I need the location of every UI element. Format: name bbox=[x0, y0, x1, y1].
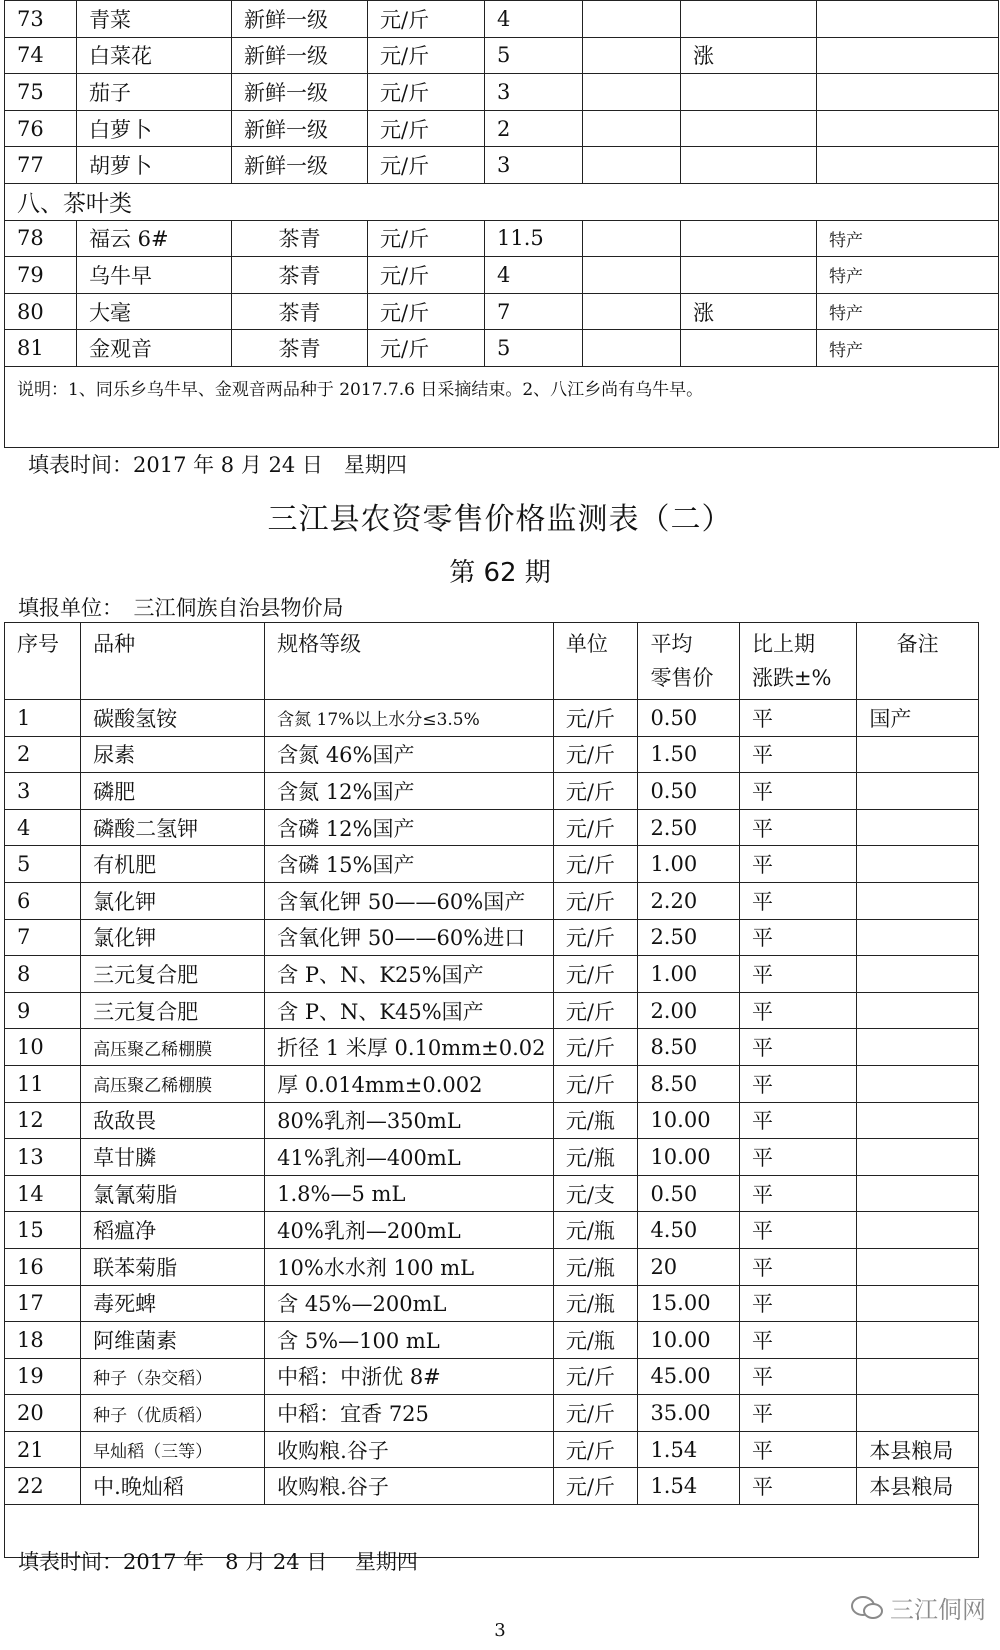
cell-price: 8.50 bbox=[638, 1029, 740, 1066]
table-row bbox=[5, 330, 999, 367]
cell-price: 2.00 bbox=[638, 992, 740, 1029]
cell-name: 三元复合肥 bbox=[81, 956, 265, 993]
cell-name: 大毫 bbox=[77, 293, 232, 330]
remark-row bbox=[5, 366, 999, 447]
category-row bbox=[5, 183, 999, 220]
header-avg-price bbox=[638, 623, 740, 700]
cell-no: 20 bbox=[5, 1395, 81, 1432]
cell-change: 平 bbox=[739, 1212, 856, 1249]
table-row bbox=[5, 1431, 979, 1468]
cell-name: 尿素 bbox=[81, 736, 265, 773]
cell-unit: 元/斤 bbox=[553, 1395, 638, 1432]
cell-name: 茄子 bbox=[77, 74, 232, 111]
cell-change: 平 bbox=[739, 1322, 856, 1359]
table-row bbox=[5, 700, 979, 737]
cell-no: 5 bbox=[5, 846, 81, 883]
vegetable-tea-price-table bbox=[4, 0, 999, 448]
cell-change: 平 bbox=[739, 1285, 856, 1322]
cell-change: 平 bbox=[739, 1395, 856, 1432]
cell-price: 0.50 bbox=[638, 773, 740, 810]
cell-unit: 元/斤 bbox=[368, 257, 485, 294]
cell-no: 22 bbox=[5, 1468, 81, 1505]
watermark-text: 三江侗网 bbox=[890, 1596, 986, 1624]
cell-note bbox=[857, 1248, 979, 1285]
cell-no: 75 bbox=[5, 74, 77, 111]
cell-note bbox=[857, 1212, 979, 1249]
cell-no: 79 bbox=[5, 257, 77, 294]
table-row bbox=[5, 1322, 979, 1359]
cell-spec: 含 45%—200mL bbox=[265, 1285, 554, 1322]
cell-no: 13 bbox=[5, 1139, 81, 1176]
cell-spec: 40%乳剂—200mL bbox=[265, 1212, 554, 1249]
page-title: 三江县农资零售价格监测表（二） bbox=[267, 502, 733, 537]
cell-no: 3 bbox=[5, 773, 81, 810]
cell-name: 福云 6# bbox=[77, 220, 232, 257]
table-row bbox=[5, 1065, 979, 1102]
cell-change: 平 bbox=[739, 1102, 856, 1139]
cell-no: 14 bbox=[5, 1175, 81, 1212]
table-row bbox=[5, 147, 999, 184]
table-row bbox=[5, 1175, 979, 1212]
cell-unit: 元/斤 bbox=[368, 330, 485, 367]
cell-unit: 元/斤 bbox=[553, 809, 638, 846]
cell-price: 45.00 bbox=[638, 1358, 740, 1395]
cell-change: 平 bbox=[739, 773, 856, 810]
cell-name: 青菜 bbox=[77, 1, 232, 38]
header-no: 序号 bbox=[5, 623, 81, 700]
table-row bbox=[5, 1, 999, 38]
cell-unit: 元/斤 bbox=[553, 956, 638, 993]
cell-change: 涨 bbox=[681, 293, 817, 330]
cell-name: 毒死蜱 bbox=[81, 1285, 265, 1322]
cell-price: 5 bbox=[485, 37, 583, 74]
table-row bbox=[5, 1285, 979, 1322]
cell-no: 17 bbox=[5, 1285, 81, 1322]
cell-unit: 元/斤 bbox=[368, 220, 485, 257]
cell-empty bbox=[583, 110, 681, 147]
cell-note: 特产 bbox=[817, 330, 999, 367]
cell-unit: 元/瓶 bbox=[553, 1139, 638, 1176]
cell-name: 白萝卜 bbox=[77, 110, 232, 147]
cell-note: 本县粮局 bbox=[857, 1468, 979, 1505]
cell-name: 碳酸氢铵 bbox=[81, 700, 265, 737]
cell-grade: 茶青 bbox=[232, 293, 368, 330]
header-spec: 规格等级 bbox=[265, 623, 554, 700]
report-unit: 填报单位： 三江侗族自治县物价局 bbox=[18, 596, 344, 620]
table-row bbox=[5, 1029, 979, 1066]
cell-change bbox=[681, 147, 817, 184]
cell-empty bbox=[583, 257, 681, 294]
cell-no: 81 bbox=[5, 330, 77, 367]
cell-no: 21 bbox=[5, 1431, 81, 1468]
cell-change bbox=[681, 110, 817, 147]
cell-no: 78 bbox=[5, 220, 77, 257]
header-note: 备注 bbox=[857, 623, 979, 700]
cell-price: 8.50 bbox=[638, 1065, 740, 1102]
cell-no: 4 bbox=[5, 809, 81, 846]
cell-change bbox=[681, 1, 817, 38]
cell-spec: 含氧化钾 50——60%国产 bbox=[265, 882, 554, 919]
cell-change: 平 bbox=[739, 809, 856, 846]
cell-name: 早灿稻（三等） bbox=[81, 1431, 265, 1468]
cell-note bbox=[857, 809, 979, 846]
cell-spec: 含氧化钾 50——60%进口 bbox=[265, 919, 554, 956]
table-row bbox=[5, 1468, 979, 1505]
cell-spec: 含氮 17%以上水分≤3.5% bbox=[265, 700, 554, 737]
cell-change: 平 bbox=[739, 846, 856, 883]
cell-grade: 新鲜一级 bbox=[232, 110, 368, 147]
table-row bbox=[5, 919, 979, 956]
cell-note bbox=[817, 1, 999, 38]
issue-number: 第 62 期 bbox=[449, 558, 551, 588]
cell-spec: 含氮 12%国产 bbox=[265, 773, 554, 810]
cell-spec: 折径 1 米厚 0.10mm±0.02 bbox=[265, 1029, 554, 1066]
table-row bbox=[5, 992, 979, 1029]
cell-empty bbox=[583, 37, 681, 74]
cell-price: 3 bbox=[485, 147, 583, 184]
cell-unit: 元/斤 bbox=[553, 992, 638, 1029]
cell-no: 76 bbox=[5, 110, 77, 147]
table-row bbox=[5, 1139, 979, 1176]
fill-time-1: 填表时间：2017 年 8 月 24 日 星期四 bbox=[28, 453, 407, 477]
cell-note bbox=[857, 1322, 979, 1359]
cell-unit: 元/斤 bbox=[553, 1065, 638, 1102]
cell-unit: 元/斤 bbox=[553, 919, 638, 956]
table-row bbox=[5, 956, 979, 993]
agri-supplies-price-table bbox=[4, 622, 979, 1558]
cell-note bbox=[857, 1358, 979, 1395]
cell-note bbox=[857, 1029, 979, 1066]
cell-no: 19 bbox=[5, 1358, 81, 1395]
cell-spec: 80%乳剂—350mL bbox=[265, 1102, 554, 1139]
table-row bbox=[5, 37, 999, 74]
cell-note bbox=[817, 147, 999, 184]
cell-price: 2 bbox=[485, 110, 583, 147]
cell-no: 2 bbox=[5, 736, 81, 773]
table-row bbox=[5, 1248, 979, 1285]
cell-price: 2.50 bbox=[638, 809, 740, 846]
cell-change: 平 bbox=[739, 1358, 856, 1395]
cell-spec: 含磷 15%国产 bbox=[265, 846, 554, 883]
cell-no: 18 bbox=[5, 1322, 81, 1359]
cell-change: 平 bbox=[739, 736, 856, 773]
cell-spec: 41%乳剂—400mL bbox=[265, 1139, 554, 1176]
cell-change: 平 bbox=[739, 1431, 856, 1468]
table-row bbox=[5, 220, 999, 257]
cell-empty bbox=[583, 1, 681, 38]
cell-price: 20 bbox=[638, 1248, 740, 1285]
cell-unit: 元/斤 bbox=[553, 1468, 638, 1505]
cell-spec: 含磷 12%国产 bbox=[265, 809, 554, 846]
cell-no: 6 bbox=[5, 882, 81, 919]
cell-change: 平 bbox=[739, 882, 856, 919]
cell-price: 1.50 bbox=[638, 736, 740, 773]
cell-price: 7 bbox=[485, 293, 583, 330]
cell-name: 草甘膦 bbox=[81, 1139, 265, 1176]
chat-bubble-icon bbox=[850, 1594, 884, 1622]
cell-name: 中.晚灿稻 bbox=[81, 1468, 265, 1505]
table-row bbox=[5, 882, 979, 919]
cell-empty bbox=[583, 293, 681, 330]
cell-name: 阿维菌素 bbox=[81, 1322, 265, 1359]
cell-empty bbox=[583, 220, 681, 257]
cell-no: 7 bbox=[5, 919, 81, 956]
cell-spec: 中稻：宜香 725 bbox=[265, 1395, 554, 1432]
header-change-line2: 涨跌±% bbox=[751, 666, 832, 690]
cell-name: 联苯菊脂 bbox=[81, 1248, 265, 1285]
cell-name: 氯化钾 bbox=[81, 882, 265, 919]
cell-note bbox=[857, 1285, 979, 1322]
table-row bbox=[5, 1358, 979, 1395]
cell-grade: 新鲜一级 bbox=[232, 74, 368, 111]
cell-unit: 元/斤 bbox=[553, 773, 638, 810]
header-change-line1: 比上期 bbox=[751, 632, 815, 656]
cell-spec: 1.8%—5 mL bbox=[265, 1175, 554, 1212]
cell-name: 种子（杂交稻） bbox=[81, 1358, 265, 1395]
cell-price: 4.50 bbox=[638, 1212, 740, 1249]
cell-note: 国产 bbox=[857, 700, 979, 737]
cell-price: 15.00 bbox=[638, 1285, 740, 1322]
cell-price: 1.00 bbox=[638, 956, 740, 993]
cell-change bbox=[681, 74, 817, 111]
cell-unit: 元/瓶 bbox=[553, 1285, 638, 1322]
cell-change: 平 bbox=[739, 956, 856, 993]
cell-note bbox=[857, 846, 979, 883]
page-number: 3 bbox=[494, 1620, 506, 1641]
cell-name: 金观音 bbox=[77, 330, 232, 367]
cell-note bbox=[857, 992, 979, 1029]
cell-note bbox=[857, 1139, 979, 1176]
cell-unit: 元/斤 bbox=[368, 110, 485, 147]
cell-grade: 茶青 bbox=[232, 220, 368, 257]
cell-spec: 收购粮.谷子 bbox=[265, 1468, 554, 1505]
cell-name: 三元复合肥 bbox=[81, 992, 265, 1029]
cell-change: 涨 bbox=[681, 37, 817, 74]
fill-time-2: 填表时间：2017 年 8 月 24 日 星期四 bbox=[18, 1550, 418, 1574]
cell-grade: 新鲜一级 bbox=[232, 1, 368, 38]
header-avg-line1: 平均 bbox=[650, 632, 693, 656]
cell-name: 有机肥 bbox=[81, 846, 265, 883]
cell-empty bbox=[583, 330, 681, 367]
cell-note bbox=[857, 773, 979, 810]
cell-change bbox=[681, 257, 817, 294]
cell-spec: 含 P、N、K45%国产 bbox=[265, 992, 554, 1029]
cell-no: 9 bbox=[5, 992, 81, 1029]
category-label: 八、茶叶类 bbox=[5, 183, 999, 220]
cell-unit: 元/斤 bbox=[368, 74, 485, 111]
cell-price: 4 bbox=[485, 257, 583, 294]
cell-change bbox=[681, 220, 817, 257]
cell-unit: 元/支 bbox=[553, 1175, 638, 1212]
cell-change: 平 bbox=[739, 1175, 856, 1212]
cell-no: 16 bbox=[5, 1248, 81, 1285]
cell-change: 平 bbox=[739, 919, 856, 956]
cell-unit: 元/斤 bbox=[553, 1431, 638, 1468]
table-row bbox=[5, 736, 979, 773]
cell-price: 2.50 bbox=[638, 919, 740, 956]
cell-grade: 茶青 bbox=[232, 257, 368, 294]
cell-change: 平 bbox=[739, 1248, 856, 1285]
cell-price: 2.20 bbox=[638, 882, 740, 919]
cell-unit: 元/斤 bbox=[553, 736, 638, 773]
cell-grade: 新鲜一级 bbox=[232, 147, 368, 184]
cell-note bbox=[857, 1065, 979, 1102]
cell-note bbox=[857, 1102, 979, 1139]
cell-note bbox=[857, 882, 979, 919]
cell-note bbox=[817, 110, 999, 147]
cell-no: 73 bbox=[5, 1, 77, 38]
cell-unit: 元/瓶 bbox=[553, 1322, 638, 1359]
cell-no: 11 bbox=[5, 1065, 81, 1102]
header-unit: 单位 bbox=[553, 623, 638, 700]
table-row bbox=[5, 293, 999, 330]
cell-price: 0.50 bbox=[638, 1175, 740, 1212]
cell-name: 高压聚乙稀棚膜 bbox=[81, 1065, 265, 1102]
table-row bbox=[5, 773, 979, 810]
cell-spec: 含氮 46%国产 bbox=[265, 736, 554, 773]
cell-no: 1 bbox=[5, 700, 81, 737]
cell-note bbox=[817, 37, 999, 74]
cell-grade: 茶青 bbox=[232, 330, 368, 367]
cell-spec: 10%水水剂 100 mL bbox=[265, 1248, 554, 1285]
cell-unit: 元/瓶 bbox=[553, 1248, 638, 1285]
cell-change: 平 bbox=[739, 1029, 856, 1066]
cell-note: 特产 bbox=[817, 257, 999, 294]
cell-unit: 元/斤 bbox=[553, 846, 638, 883]
cell-price: 1.54 bbox=[638, 1431, 740, 1468]
cell-spec: 收购粮.谷子 bbox=[265, 1431, 554, 1468]
cell-unit: 元/瓶 bbox=[553, 1212, 638, 1249]
cell-unit: 元/斤 bbox=[368, 293, 485, 330]
cell-no: 77 bbox=[5, 147, 77, 184]
cell-price: 11.5 bbox=[485, 220, 583, 257]
cell-unit: 元/斤 bbox=[368, 1, 485, 38]
cell-unit: 元/斤 bbox=[553, 1358, 638, 1395]
cell-spec: 含 P、N、K25%国产 bbox=[265, 956, 554, 993]
cell-change: 平 bbox=[739, 1468, 856, 1505]
cell-change: 平 bbox=[739, 1139, 856, 1176]
cell-price: 10.00 bbox=[638, 1139, 740, 1176]
table-row bbox=[5, 1395, 979, 1432]
cell-note: 特产 bbox=[817, 293, 999, 330]
cell-spec: 中稻：中浙优 8# bbox=[265, 1358, 554, 1395]
cell-change: 平 bbox=[739, 700, 856, 737]
remark-text: 说明：1、同乐乡乌牛早、金观音两品种于 2017.7.6 日采摘结束。2、八江乡尚有乌牛早。 bbox=[5, 366, 999, 447]
cell-note: 特产 bbox=[817, 220, 999, 257]
table-row bbox=[5, 1212, 979, 1249]
table-header-row bbox=[5, 623, 979, 700]
cell-name: 高压聚乙稀棚膜 bbox=[81, 1029, 265, 1066]
table-row bbox=[5, 846, 979, 883]
cell-unit: 元/斤 bbox=[368, 147, 485, 184]
cell-note bbox=[857, 1395, 979, 1432]
cell-name: 乌牛早 bbox=[77, 257, 232, 294]
cell-name: 氯化钾 bbox=[81, 919, 265, 956]
cell-note bbox=[817, 74, 999, 111]
table-row bbox=[5, 74, 999, 111]
cell-unit: 元/斤 bbox=[553, 700, 638, 737]
cell-price: 3 bbox=[485, 74, 583, 111]
cell-note bbox=[857, 919, 979, 956]
cell-note bbox=[857, 736, 979, 773]
cell-name: 敌敌畏 bbox=[81, 1102, 265, 1139]
table-row bbox=[5, 110, 999, 147]
cell-spec: 厚 0.014mm±0.002 bbox=[265, 1065, 554, 1102]
cell-no: 74 bbox=[5, 37, 77, 74]
cell-empty bbox=[583, 147, 681, 184]
header-avg-line2: 零售价 bbox=[650, 666, 714, 690]
cell-no: 12 bbox=[5, 1102, 81, 1139]
cell-name: 磷肥 bbox=[81, 773, 265, 810]
cell-note bbox=[857, 956, 979, 993]
cell-name: 白菜花 bbox=[77, 37, 232, 74]
cell-empty bbox=[583, 74, 681, 111]
cell-name: 磷酸二氢钾 bbox=[81, 809, 265, 846]
table-row bbox=[5, 809, 979, 846]
cell-no: 10 bbox=[5, 1029, 81, 1066]
cell-price: 5 bbox=[485, 330, 583, 367]
watermark bbox=[850, 1590, 986, 1625]
cell-name: 稻瘟净 bbox=[81, 1212, 265, 1249]
cell-change: 平 bbox=[739, 1065, 856, 1102]
cell-note bbox=[857, 1175, 979, 1212]
cell-name: 胡萝卜 bbox=[77, 147, 232, 184]
cell-change bbox=[681, 330, 817, 367]
cell-grade: 新鲜一级 bbox=[232, 37, 368, 74]
cell-no: 15 bbox=[5, 1212, 81, 1249]
cell-price: 10.00 bbox=[638, 1322, 740, 1359]
cell-no: 80 bbox=[5, 293, 77, 330]
header-name: 品种 bbox=[81, 623, 265, 700]
table-row bbox=[5, 257, 999, 294]
cell-unit: 元/斤 bbox=[368, 37, 485, 74]
table-row bbox=[5, 1102, 979, 1139]
cell-name: 氯氰菊脂 bbox=[81, 1175, 265, 1212]
cell-price: 0.50 bbox=[638, 700, 740, 737]
cell-price: 1.00 bbox=[638, 846, 740, 883]
cell-unit: 元/斤 bbox=[553, 1029, 638, 1066]
cell-unit: 元/斤 bbox=[553, 882, 638, 919]
cell-note: 本县粮局 bbox=[857, 1431, 979, 1468]
cell-no: 8 bbox=[5, 956, 81, 993]
cell-price: 4 bbox=[485, 1, 583, 38]
cell-name: 种子（优质稻） bbox=[81, 1395, 265, 1432]
header-change bbox=[739, 623, 856, 700]
cell-change: 平 bbox=[739, 992, 856, 1029]
cell-price: 1.54 bbox=[638, 1468, 740, 1505]
cell-spec: 含 5%—100 mL bbox=[265, 1322, 554, 1359]
cell-unit: 元/瓶 bbox=[553, 1102, 638, 1139]
cell-price: 35.00 bbox=[638, 1395, 740, 1432]
cell-price: 10.00 bbox=[638, 1102, 740, 1139]
